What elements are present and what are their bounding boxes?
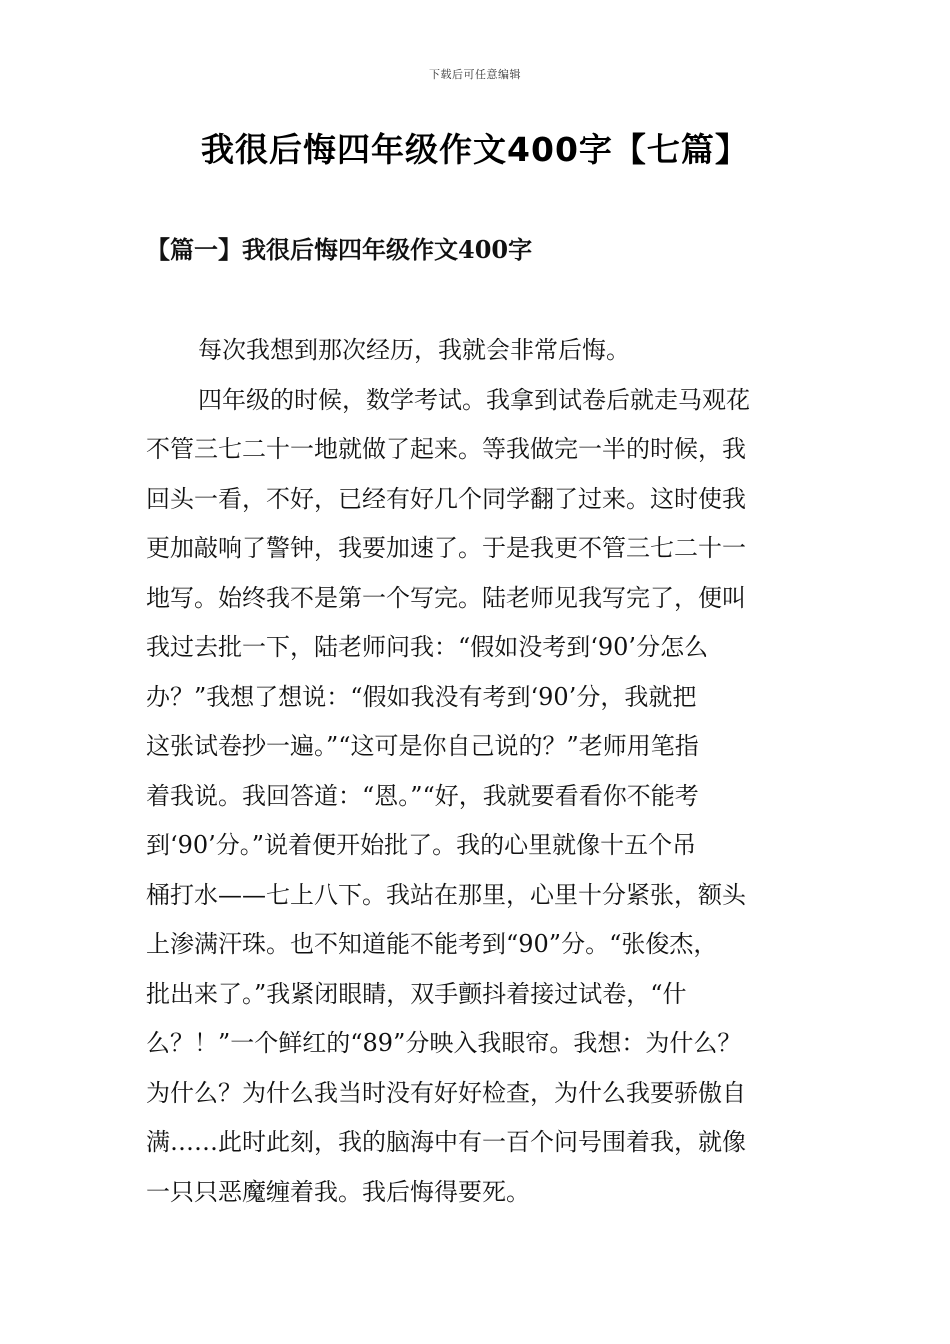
- header-note: 下载后可任意编辑: [429, 68, 521, 81]
- document-title: 我很后悔四年级作文400字【七篇】: [201, 130, 749, 169]
- paragraph-line: 办？”我想了想说：“假如我没有考到‘90’分，我就把: [146, 682, 697, 711]
- paragraph-line: 每次我想到那次经历，我就会非常后悔。: [198, 336, 630, 364]
- paragraph-line: 满……此时此刻，我的脑海中有一百个问号围着我，就像: [146, 1128, 746, 1156]
- paragraph-line: 批出来了。”我紧闭眼睛，双手颤抖着接过试卷，“什: [146, 979, 687, 1008]
- paragraph-line: 回头一看，不好，已经有好几个同学翻了过来。这时使我: [146, 484, 746, 513]
- essay-body: [146, 326, 836, 1217]
- paragraph-line: 桶打水——七上八下。我站在那里，心里十分紧张，额头: [146, 880, 746, 909]
- paragraph-line: 不管三七二十一地就做了起来。等我做完一半的时候，我: [146, 435, 746, 463]
- paragraph-line: 我过去批一下，陆老师问我：“假如没考到‘90’分怎么: [146, 633, 709, 661]
- paragraph-line: 这张试卷抄一遍。”“这可是你自己说的？”老师用笔指: [146, 732, 699, 760]
- section-heading: 【篇一】我很后悔四年级作文400字: [146, 235, 533, 264]
- paragraph-line: 上渗满汗珠。也不知道能不能考到“90”分。“张俊杰，: [146, 930, 718, 958]
- paragraph-line: 地写。始终我不是第一个写完。陆老师见我写完了，便叫: [146, 583, 746, 612]
- paragraph-line: 为什么？为什么我当时没有好好检查，为什么我要骄傲自: [146, 1078, 746, 1107]
- paragraph-line: 到‘90’分。”说着便开始批了。我的心里就像十五个吊: [146, 831, 697, 859]
- paragraph-line: 四年级的时候，数学考试。我拿到试卷后就走马观花: [198, 385, 750, 414]
- paragraph-line: 么？！”一个鲜红的“89”分映入我眼帘。我想：为什么？: [146, 1029, 742, 1057]
- paragraph-line: 着我说。我回答道：“恩。”“好，我就要看看你不能考: [146, 781, 699, 810]
- paragraph-line: 一只只恶魔缠着我。我后悔得要死。: [146, 1177, 530, 1206]
- paragraph-line: 更加敲响了警钟，我要加速了。于是我更不管三七二十一: [146, 534, 746, 562]
